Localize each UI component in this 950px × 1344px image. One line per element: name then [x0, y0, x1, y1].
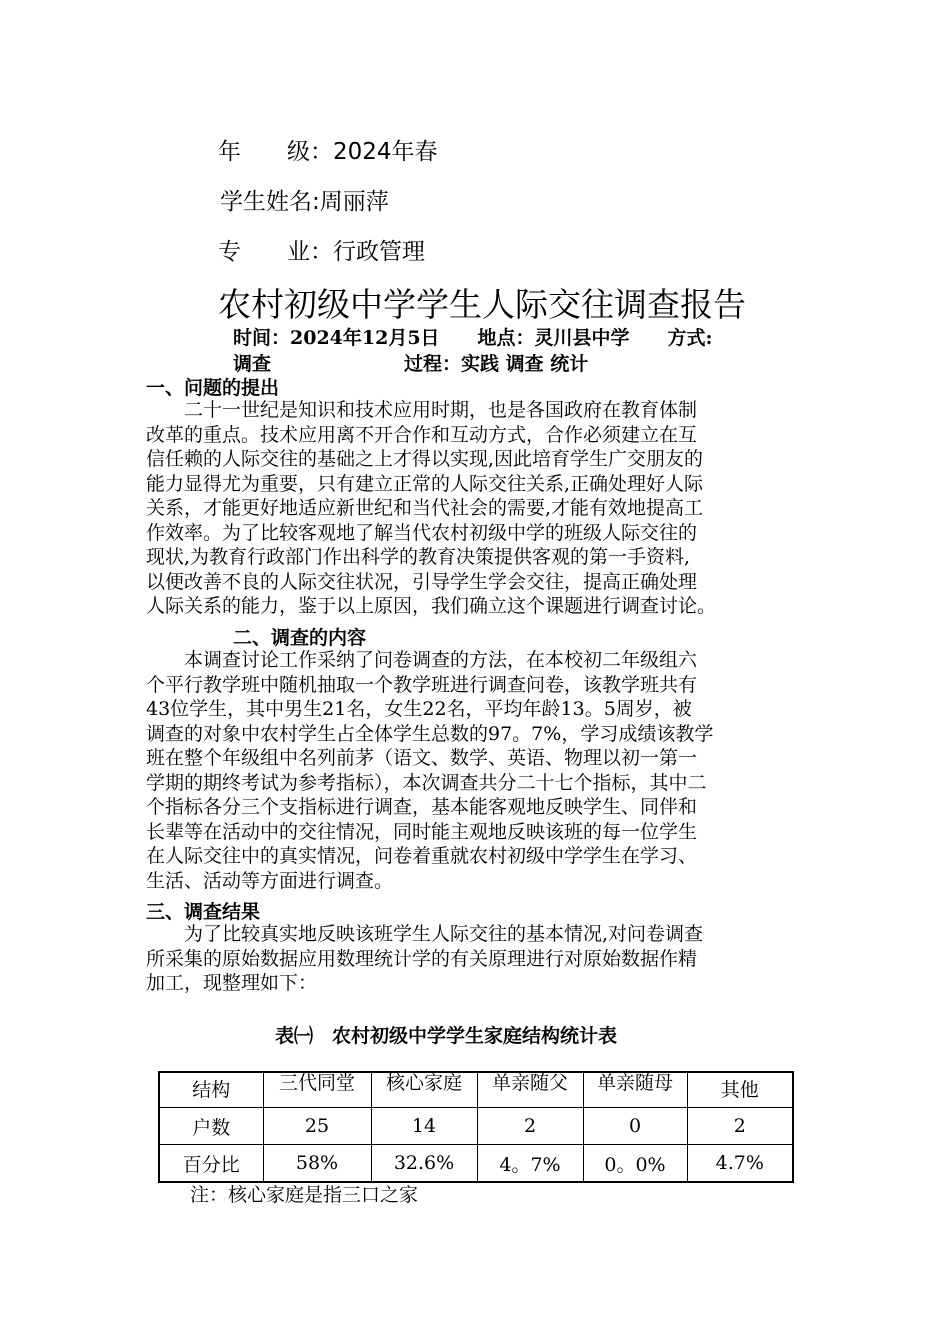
section-2-heading: 二、调查的内容	[233, 627, 367, 649]
table-header-cell: 三代同堂	[263, 1072, 371, 1108]
table-note: 注：核心家庭是指三口之家	[190, 1184, 419, 1206]
table-cell: 2	[687, 1108, 793, 1145]
section-2-line: 在人际交往中的真实情况，问卷着重就农村初级中学学生在学习、	[146, 845, 698, 867]
table-row	[159, 1145, 793, 1183]
section-2-line: 个指标各分三个支指标进行调查，基本能客观地反映学生、同伴和	[146, 796, 698, 818]
section-2-body	[146, 648, 806, 898]
section-2-line: 个平行教学班中随机抽取一个教学班进行调查问卷，该教学班共有	[146, 673, 698, 696]
major-label: 专 业：	[218, 239, 333, 265]
section-3-line: 为了比较真实地反映该班学生人际交往的基本情况,对问卷调查	[146, 923, 704, 945]
table-header-cell: 核心家庭	[371, 1072, 477, 1108]
section-1-line: 二十一世纪是知识和技术应用时期，也是各国政府在教育体制	[146, 399, 698, 421]
table-cell: 58%	[263, 1145, 371, 1183]
section-2-line: 43位学生，其中男生21名，女生22名，平均年龄13。5周岁，被	[146, 698, 692, 720]
major-field	[218, 233, 425, 266]
section-2-line: 调查的对象中农村学生占全体学生总数的97。7%，学习成绩该教学	[146, 722, 714, 745]
table-cell: 2	[477, 1108, 583, 1145]
section-1-line: 现状,为教育行政部门作出科学的教育决策提供客观的第一手资料,	[146, 546, 691, 568]
table-header-cell: 结构	[159, 1072, 263, 1108]
table-row	[159, 1108, 793, 1145]
table-header-cell: 其他	[687, 1072, 793, 1108]
section-1-heading: 一、问题的提出	[146, 377, 280, 399]
table-cell: 0。0%	[583, 1145, 687, 1183]
section-2-line: 本调查讨论工作采纳了问卷调查的方法，在本校初二年级组六	[146, 649, 698, 671]
student-name-label: 学生姓名:	[220, 189, 320, 215]
student-name-field	[220, 183, 389, 216]
section-3-line: 加工，现整理如下：	[146, 972, 318, 994]
major-value: 行政管理	[333, 239, 425, 265]
section-1-line: 人际关系的能力，鉴于以上原因，我们确立这个课题进行调查讨论。	[146, 595, 717, 617]
student-name-value: 周丽萍	[319, 189, 389, 215]
table-cell: 25	[263, 1108, 371, 1145]
section-3-body	[146, 922, 806, 1002]
section-1-body	[146, 398, 806, 628]
section-1-line: 以便改善不良的人际交往状况，引导学生学会交往，提高正确处理	[146, 570, 698, 593]
table-cell: 14	[371, 1108, 477, 1145]
section-2-line: 长辈等在活动中的交往情况，同时能主观地反映该班的每一位学生	[146, 820, 698, 843]
table-cell: 32.6%	[371, 1145, 477, 1183]
table-cell: 4.7%	[687, 1145, 793, 1183]
table-cell: 0	[583, 1108, 687, 1145]
grade-field	[218, 133, 438, 166]
section-1-line: 作效率。为了比较客观地了解当代农村初级中学的班级人际交往的	[146, 521, 698, 544]
section-1-line: 关系，才能更好地适应新世纪和当代社会的需要,才能有效地提高工	[146, 497, 704, 519]
section-2-line: 生活、活动等方面进行调查。	[146, 869, 394, 892]
section-1-line: 能力显得尤为重要，只有建立正常的人际交往关系,正确处理好人际	[146, 472, 704, 495]
table-header-row	[159, 1072, 793, 1108]
section-3-heading: 三、调查结果	[146, 901, 261, 923]
table-cell: 百分比	[159, 1145, 263, 1183]
section-1-line: 改革的重点。技术应用离不开合作和互动方式，合作必须建立在互	[146, 423, 698, 446]
report-meta-line-2: 调查 过程：实践 调查 统计	[233, 353, 589, 375]
section-3-line: 所采集的原始数据应用数理统计学的有关原理进行对原始数据作精	[146, 947, 698, 970]
table-cell: 4。7%	[477, 1145, 583, 1183]
table-header-cell: 单亲随母	[583, 1072, 687, 1108]
section-1-line: 信任赖的人际交往的基础之上才得以实现,因此培育学生广交朋友的	[146, 448, 704, 470]
grade-value: 2024年春	[333, 139, 438, 165]
grade-label: 年 级：	[218, 139, 333, 165]
report-title: 农村初级中学学生人际交往调查报告	[218, 285, 746, 324]
section-2-line: 学期的期终考试为参考指标），本次调查共分二十七个指标，其中二	[146, 771, 707, 794]
table-caption: 表㈠ 农村初级中学学生家庭结构统计表	[275, 1025, 618, 1047]
report-meta-line-1: 时间：2024年12月5日 地点：灵川县中学 方式:	[233, 327, 713, 349]
section-2-line: 班在整个年级组中名列前茅（语文、数学、英语、物理以初一第一	[146, 747, 698, 769]
table-cell: 户数	[159, 1108, 263, 1145]
family-structure-table	[158, 1071, 794, 1183]
table-header-cell: 单亲随父	[477, 1072, 583, 1108]
